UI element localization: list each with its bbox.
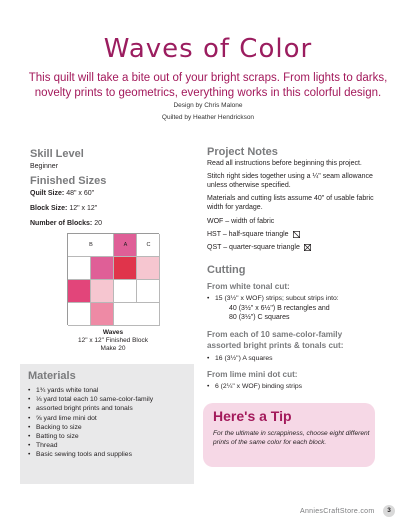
list-item: • Backing to size [28,423,188,432]
family-list [207,354,387,363]
family-heading-2: assorted bright prints & tonals cut: [207,341,344,350]
block-cell [137,234,160,257]
notes-wof: WOF – width of fabric [207,218,275,225]
notes-p1: Read all instructions before beginning this project. [207,160,362,167]
block-cell [114,257,137,280]
block-label-b: B [89,242,93,248]
white-tonal-sub1: 40 (3½" x 6½") B rectangles and [229,305,330,312]
tip-text: For the ultimate in scrappiness, choose eight different prints of the same color for each block. [213,430,370,446]
notes-p3b: width for yardage. [207,204,263,211]
cutting-heading: Cutting [207,264,246,276]
list-item: • 1¾ yards white tonal [28,386,188,395]
block-cell [91,303,114,326]
list-item: • Batting to size [28,432,188,441]
list-item: • 15 (3½" x WOF) strips; subcut strips into: [207,294,387,303]
finished-sizes-heading: Finished Sizes [30,175,107,187]
block-label-c: C [146,242,151,248]
materials-list [28,386,188,460]
block-cell [114,303,160,326]
block-cell [68,303,91,326]
notes-p2a: Stitch right sides together using a ¼" seam allowance [207,173,373,180]
number-of-blocks: Number of Blocks: 20 [30,220,102,227]
block-cell [68,280,91,303]
page-title: Waves of Color [103,34,313,64]
list-item: • 6 (2¼" x WOF) binding strips [207,382,387,391]
white-tonal-list [207,294,387,303]
block-size: Block Size: 12" x 12" [30,205,98,212]
notes-hst: HST – half-square triangle [207,230,300,240]
lime-list [207,382,387,391]
block-caption-make: Make 20 [100,345,126,352]
list-item: • Basic sewing tools and supplies [28,450,188,459]
page-number: 3 [383,505,395,517]
notes-p2b: unless otherwise specified. [207,182,291,189]
list-item: • assorted bright prints and tonals [28,404,188,413]
block-cell [114,234,137,257]
quarter-square-triangle-icon [304,244,311,251]
quilter-credit: Quilted by Heather Hendrickson [161,114,255,121]
block-cell [137,257,160,280]
white-tonal-heading: From white tonal cut: [207,282,290,291]
notes-qst: QST – quarter-square triangle [207,243,311,253]
block-cell [68,257,91,280]
materials-box [20,364,194,484]
list-item: • 16 (3½") A squares [207,354,387,363]
block-caption-size: 12" x 12" Finished Block [77,337,148,344]
tip-box [203,403,375,467]
block-cell [114,280,137,303]
materials-heading: Materials [28,370,76,382]
project-notes-heading: Project Notes [207,146,278,158]
quilt-size: Quilt Size: 48" x 60" [30,190,95,197]
intro-text: This quilt will take a bite out of your bright scraps. From lights to darks, novelty prints to geometrics, everything works in this colorful design. [28,72,388,99]
half-square-triangle-icon [293,231,300,238]
family-heading-1: From each of 10 same-color-family [207,330,343,339]
list-item: • ⅝ yard lime mini dot [28,414,188,423]
lime-heading: From lime mini dot cut: [207,370,298,379]
skill-level-value: Beginner [30,163,59,170]
list-item: • Thread [28,441,188,450]
block-cell [91,257,114,280]
notes-p3a: Materials and cutting lists assume 40" of usable fabric [207,195,374,202]
block-cell [137,280,160,303]
waves-block-diagram [67,233,159,325]
footer-url[interactable]: AnniesCraftStore.com [300,508,375,515]
white-tonal-sub2: 80 (3½") C squares [229,314,290,321]
block-cell [68,234,114,257]
list-item: • ⅓ yard total each 10 same-color-family [28,395,188,404]
block-label-a: A [123,242,128,248]
block-cell [91,280,114,303]
design-credit: Design by Chris Malone [173,102,243,109]
skill-level-heading: Skill Level [30,148,84,160]
block-caption-title: Waves [102,329,124,336]
tip-heading: Here's a Tip [213,408,292,424]
